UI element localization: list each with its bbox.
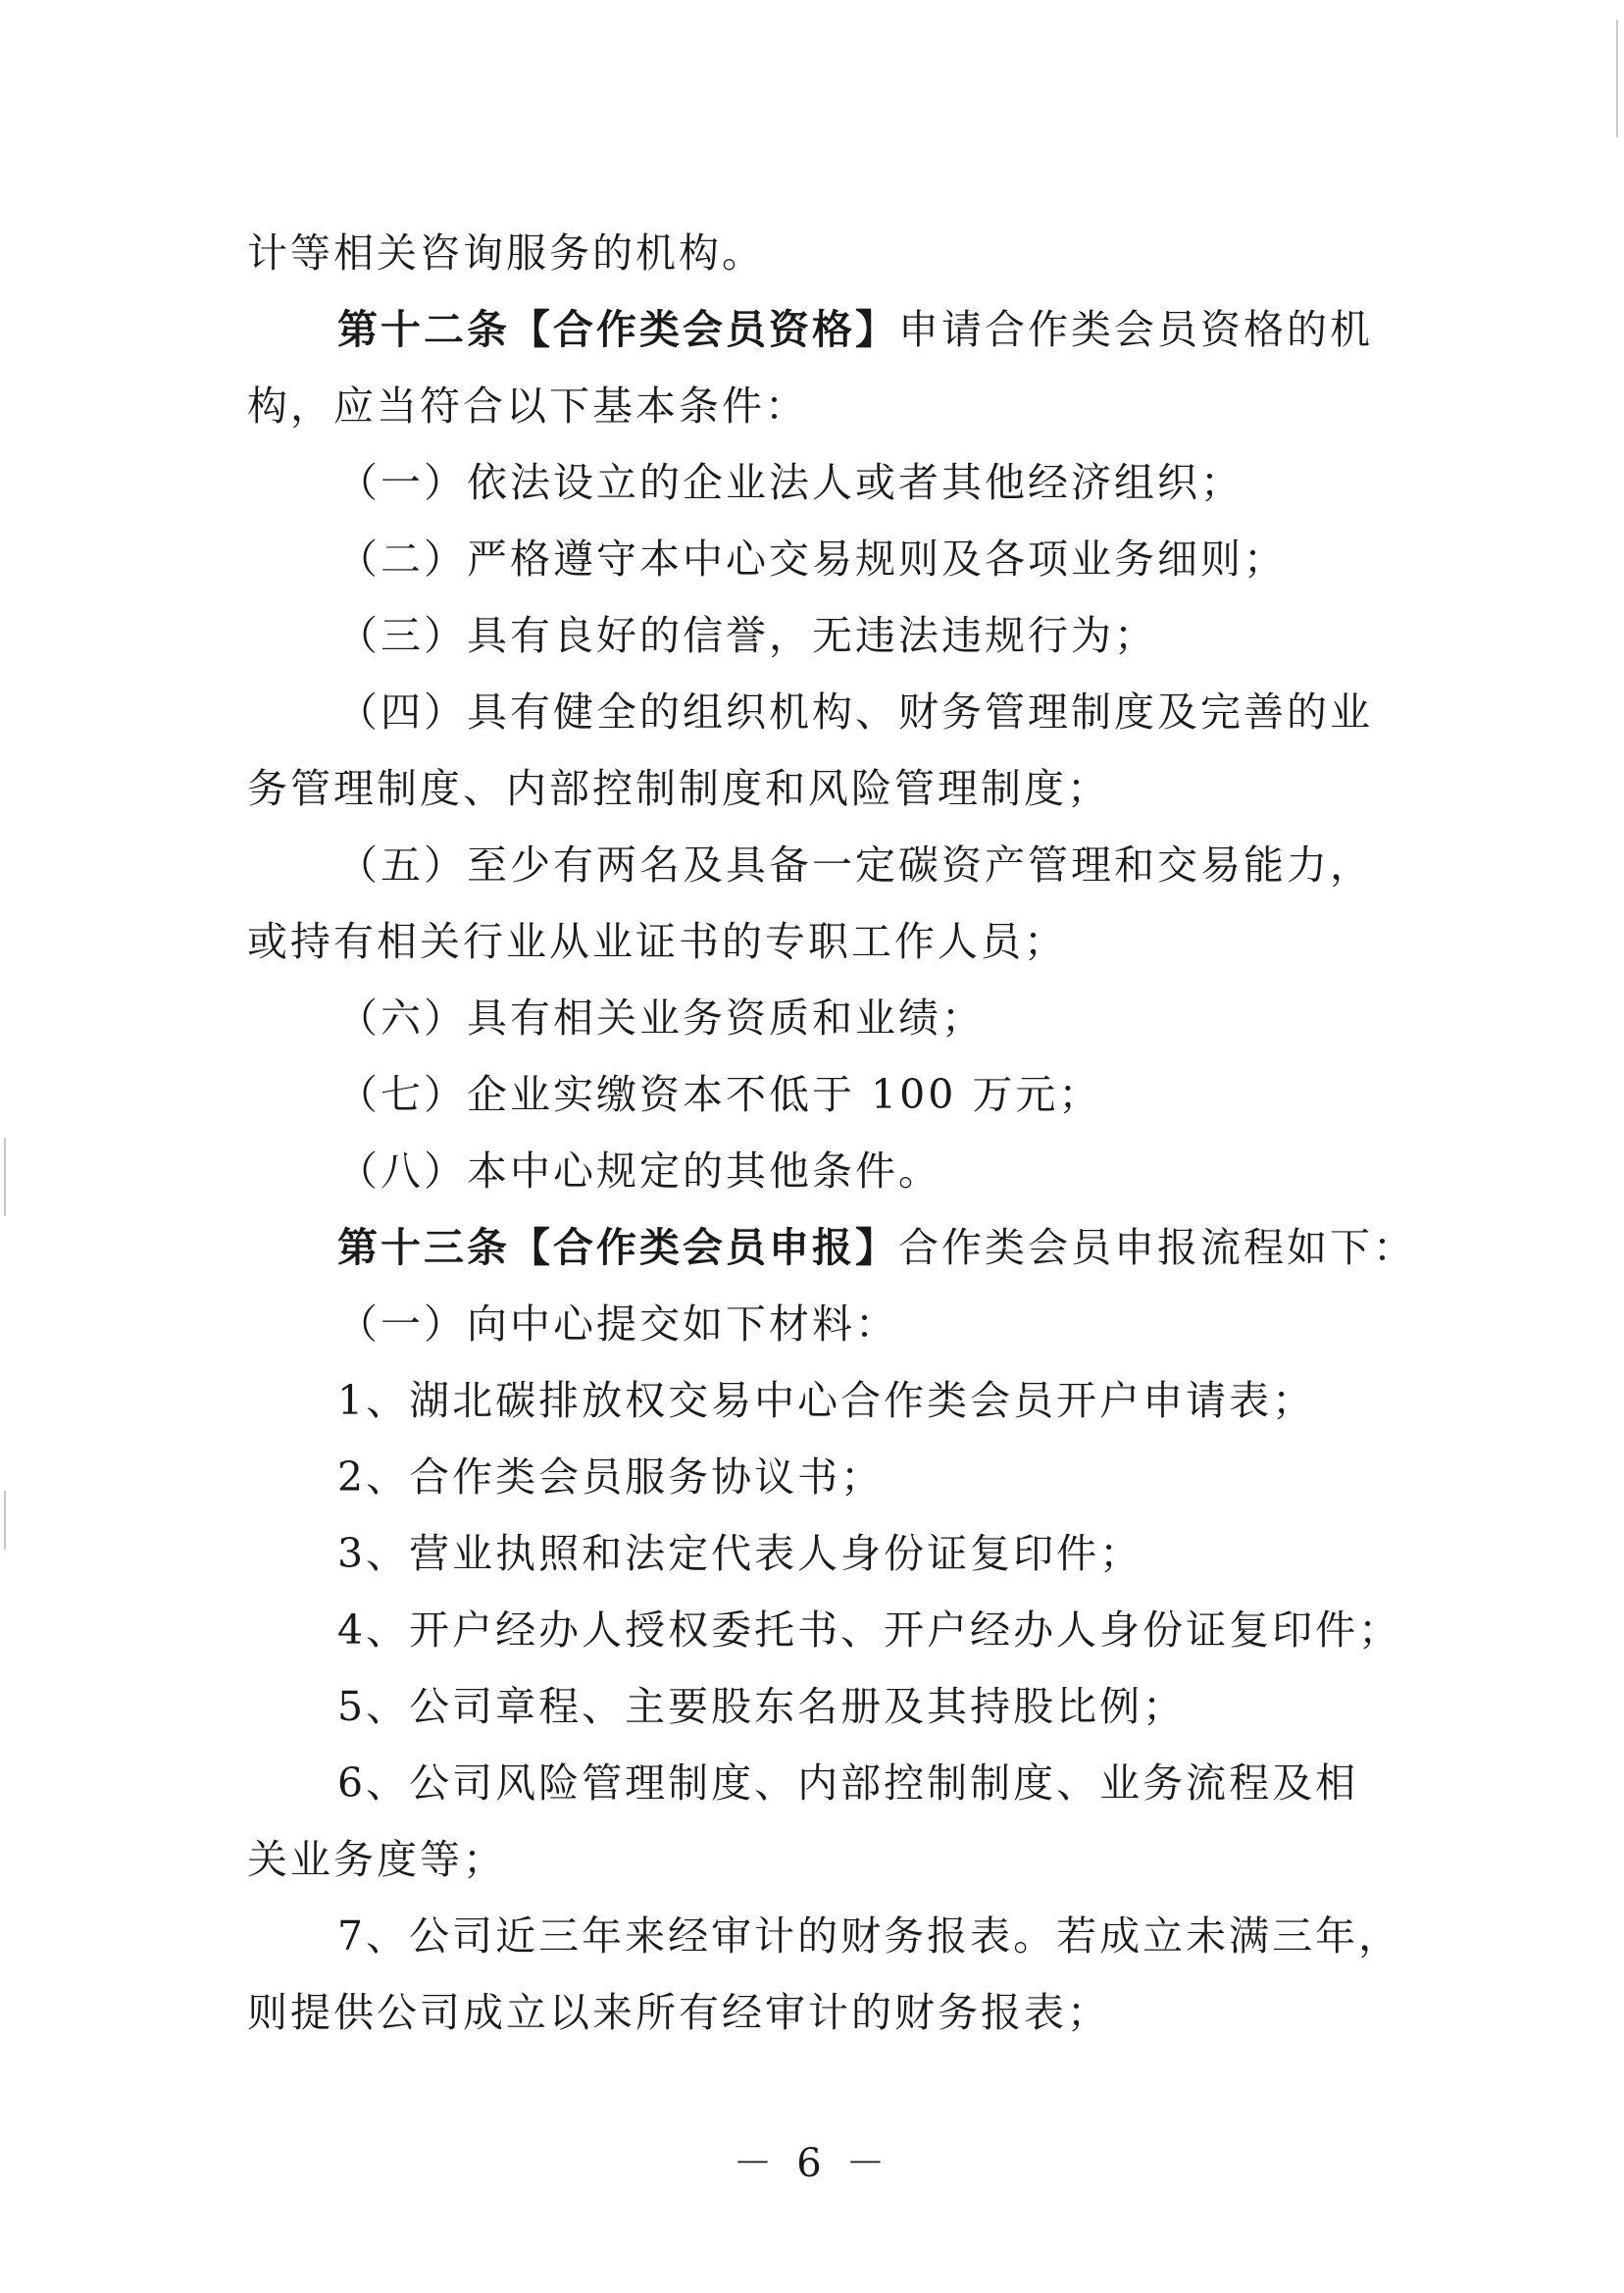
article-13-line: 第十三条【合作类会员申报】合作类会员申报流程如下： — [337, 1224, 1416, 1271]
paragraph-line: 务管理制度、内部控制制度和风险管理制度； — [247, 765, 1110, 812]
list-item: （七）企业实缴资本不低于 100 万元； — [337, 1071, 1102, 1118]
list-item: （八）本中心规定的其他条件。 — [337, 1147, 941, 1195]
list-item: 3、营业执照和法定代表人身份证复印件； — [337, 1530, 1143, 1577]
list-item: （五）至少有两名及具备一定碳资产管理和交易能力， — [337, 841, 1373, 889]
list-item: 6、公司风险管理制度、内部控制制度、业务流程及相 — [337, 1759, 1359, 1807]
list-item: （一）向中心提交如下材料： — [337, 1300, 898, 1348]
article-12-line: 第十二条【合作类会员资格】申请合作类会员资格的机 — [337, 306, 1373, 353]
paragraph-line: 计等相关咨询服务的机构。 — [247, 229, 765, 277]
list-item: （三）具有良好的信誉，无违法违规行为； — [337, 612, 1157, 659]
article-12-heading: 第十二条【合作类会员资格】 — [337, 306, 898, 353]
paragraph-line: 则提供公司成立以来所有经审计的财务报表； — [247, 1989, 1110, 2036]
list-item: 4、开户经办人授权委托书、开户经办人身份证复印件； — [337, 1606, 1402, 1654]
list-item: 7、公司近三年来经审计的财务报表。若成立未满三年， — [337, 1912, 1402, 1960]
list-item: （二）严格遵守本中心交易规则及各项业务细则； — [337, 535, 1287, 583]
list-item: （四）具有健全的组织机构、财务管理制度及完善的业 — [337, 688, 1373, 736]
list-item: 5、公司章程、主要股东名册及其持股比例； — [337, 1683, 1187, 1730]
scan-edge-mark — [4, 1138, 6, 1216]
list-item: （一）依法设立的企业法人或者其他经济组织； — [337, 459, 1243, 506]
scan-edge-mark — [1616, 20, 1618, 137]
list-item: 2、合作类会员服务协议书； — [337, 1453, 885, 1501]
paragraph-line: 关业务度等； — [247, 1836, 506, 1883]
scan-edge-mark — [4, 1491, 6, 1550]
page-number: － 6 － — [733, 2141, 891, 2186]
article-13-heading: 第十三条【合作类会员申报】 — [337, 1224, 898, 1271]
paragraph-line: 构，应当符合以下基本条件： — [247, 382, 808, 430]
list-item: 1、湖北碳排放权交易中心合作类会员开户申请表； — [337, 1377, 1316, 1424]
paragraph-line: 或持有相关行业从业证书的专职工作人员； — [247, 918, 1067, 965]
list-item: （六）具有相关业务资质和业绩； — [337, 994, 985, 1042]
